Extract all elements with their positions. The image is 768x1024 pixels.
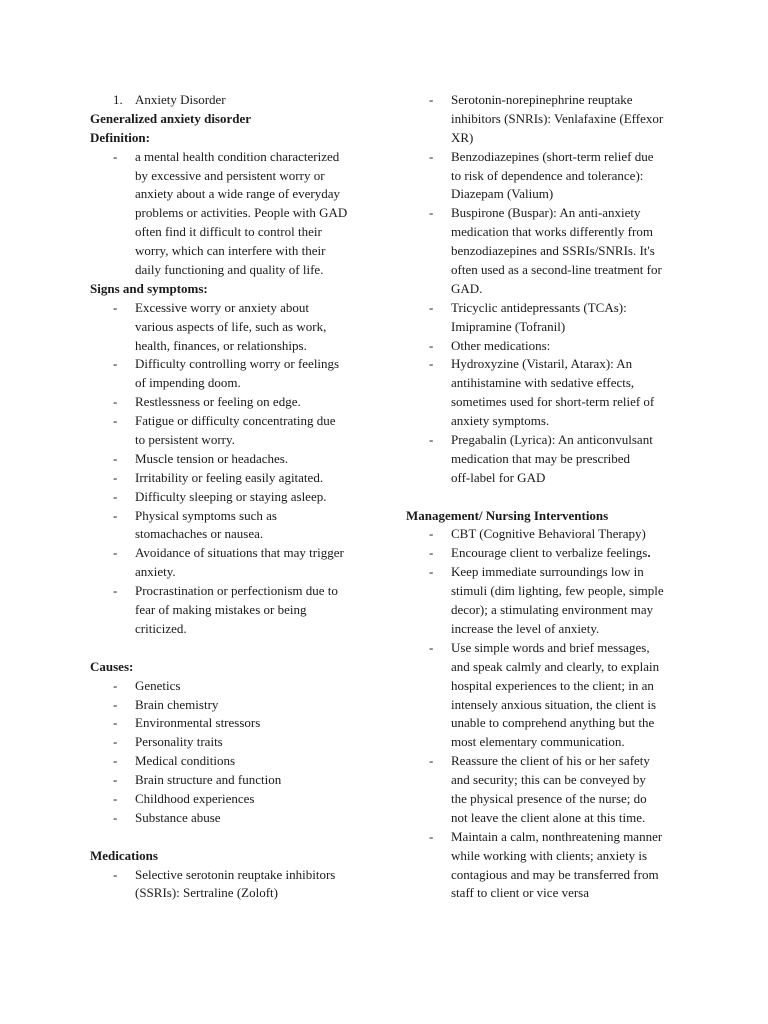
signs-list [90,299,390,639]
list-number: 1. [113,92,123,107]
dash-marker: - [113,790,118,806]
medication-item-text: GAD. [451,280,483,296]
cause-item [90,696,390,715]
intervention-item-line [451,696,686,715]
medication-item-line [451,280,686,299]
right-column [406,91,686,903]
spacer [406,488,686,507]
intervention-item-text: Use simple words and brief messages, [451,639,650,655]
spacer [90,639,390,658]
dash-marker: - [113,545,118,561]
symptom-item-line [135,563,390,582]
symptom-item-text: criticized. [135,620,187,636]
intervention-item-text: staff to client or vice versa [451,885,590,901]
intervention-item-text: CBT (Cognitive Behavioral Therapy) [451,526,646,542]
medication-item-text: Selective serotonin reuptake inhibitors [135,866,336,882]
intervention-item-line [451,601,686,620]
intervention-item-line [451,714,686,733]
medication-item-text: often used as a second-line treatment for [451,262,662,278]
intervention-item-text: stimuli (dim lighting, few people, simple [451,583,664,599]
dash-marker: - [113,715,118,731]
intervention-item-text: Keep immediate surroundings low in [451,564,644,580]
dash-marker: - [113,469,118,485]
cause-item-line [135,790,390,809]
definition-line: a mental health condition characterized [135,148,340,164]
dash-marker: - [429,639,434,655]
cause-item-text: Brain structure and function [135,772,282,788]
medication-item-line [451,337,686,356]
symptom-item-text: Restlessness or feeling on edge. [135,394,301,410]
dash-marker: - [113,413,118,429]
dash-marker: - [429,545,434,561]
dash-marker: - [113,772,118,788]
medication-item-text: Hydroxyzine (Vistaril, Atarax): An [451,356,633,372]
medication-item-text: benzodiazepines and SSRIs/SNRIs. It's [451,243,655,259]
medications-list-continued [406,91,686,488]
management-list [406,525,686,903]
definition-line: by excessive and persistent worry or [135,167,325,183]
symptom-item-line [135,601,390,620]
intervention-item-line [451,884,686,903]
dash-marker: - [113,809,118,825]
symptom-item-line [135,318,390,337]
intervention-item-text: Encourage client to verbalize feelings [451,545,648,561]
symptom-item [90,412,390,450]
cause-item-line [135,771,390,790]
medication-item-text: Serotonin-norepinephrine reuptake [451,92,633,107]
intervention-item [406,525,686,544]
cause-item-line [135,677,390,696]
numbered-item-1 [90,91,390,110]
cause-item-line [135,733,390,752]
dash-marker: - [429,356,434,372]
intervention-item-line [451,544,686,563]
dash-marker: - [113,394,118,410]
symptom-item-text: health, finances, or relationships. [135,337,307,353]
dash-marker: - [429,205,434,221]
medication-item-text: Imipramine (Tofranil) [451,318,566,334]
symptom-item-line [135,299,390,318]
intervention-item-text: unable to comprehend anything but the [451,715,655,731]
intervention-item-line [451,563,686,582]
dash-marker: - [113,734,118,750]
dash-marker: - [113,488,118,504]
medication-item-line [451,242,686,261]
symptom-item-line [135,374,390,393]
intervention-item [406,563,686,639]
symptom-item-line [135,582,390,601]
medication-item-line [451,393,686,412]
document-title: Generalized anxiety disorder [90,110,252,126]
symptom-item-line [135,431,390,450]
symptom-item-text: of impending doom. [135,375,241,391]
intervention-item-line [451,771,686,790]
intervention-item-text: decor); a stimulating environment may [451,602,654,618]
symptom-item-text: Difficulty sleeping or staying asleep. [135,488,327,504]
intervention-item-line [451,847,686,866]
dash-marker: - [429,753,434,769]
intervention-item-line [451,658,686,677]
medication-item-text: Benzodiazepines (short-term relief due [451,148,654,164]
medication-item-line [451,261,686,280]
intervention-item-text: hospital experiences to the client; in an [451,677,654,693]
dash-marker: - [113,583,118,599]
medication-item-text: anxiety symptoms. [451,413,550,429]
symptom-item-text: Physical symptoms such as [135,507,277,523]
intervention-item-line [451,639,686,658]
cause-item-text: Environmental stressors [135,715,261,731]
medication-item-line [451,223,686,242]
cause-item [90,790,390,809]
medication-item-line [451,299,686,318]
cause-item [90,677,390,696]
dash-marker: - [113,450,118,466]
cause-item [90,809,390,828]
medications-list [90,866,390,904]
symptom-item [90,450,390,469]
intervention-item-line [451,582,686,601]
symptom-item-line [135,620,390,639]
medication-item-line [135,866,390,885]
dash-marker: - [113,753,118,769]
intervention-item-line [451,828,686,847]
symptom-item-line [135,488,390,507]
symptom-item-text: Fatigue or difficulty concentrating due [135,413,336,429]
cause-item-text: Brain chemistry [135,696,219,712]
dash-marker: - [429,432,434,448]
symptom-item-text: Procrastination or perfectionism due to [135,583,338,599]
spacer [90,828,390,847]
symptom-item-line [135,450,390,469]
cause-item-text: Personality traits [135,734,223,750]
medication-item-line [451,450,686,469]
cause-item-line [135,809,390,828]
medication-item-text: off-label for GAD [451,469,546,485]
symptom-item-text: to persistent worry. [135,432,235,448]
dash-marker: - [429,337,434,353]
cause-item-text: Substance abuse [135,809,221,825]
dash-marker: - [429,92,434,107]
medication-item-line [451,167,686,186]
symptom-item-text: various aspects of life, such as work, [135,318,327,334]
medication-item-line [135,884,390,903]
medication-item-text: Buspirone (Buspar): An anti-anxiety [451,205,641,221]
medication-item-line [451,185,686,204]
medication-item [406,299,686,337]
symptom-item-text: Irritability or feeling easily agitated. [135,469,324,485]
symptom-item [90,299,390,356]
medication-item-line [451,469,686,488]
dash-marker: - [113,507,118,523]
left-column [90,91,390,903]
intervention-item [406,544,686,563]
management-heading: Management/ Nursing Interventions [406,507,609,523]
cause-item-text: Childhood experiences [135,790,255,806]
causes-list [90,677,390,828]
intervention-item-text: and security; this can be conveyed by [451,772,646,788]
symptom-item-text: fear of making mistakes or being [135,602,307,618]
medication-item-line [451,91,686,110]
intervention-item-line [451,620,686,639]
dash-marker: - [429,299,434,315]
medication-item-text: sometimes used for short-term relief of [451,394,655,410]
medication-item [90,866,390,904]
medication-item-line [451,355,686,374]
medication-item-line [451,318,686,337]
intervention-item-text: Reassure the client of his or her safety [451,753,650,769]
symptom-item-line [135,412,390,431]
symptom-item [90,582,390,639]
dash-marker: - [113,696,118,712]
intervention-item-line [451,790,686,809]
intervention-item [406,752,686,828]
intervention-item-text: intensely anxious situation, the client is [451,696,657,712]
intervention-item-text: most elementary communication. [451,734,625,750]
definition-line: worry, which can interfere with their [135,243,326,259]
definition-line: problems or activities. People with GAD [135,205,348,221]
dash-marker: - [113,356,118,372]
symptom-item [90,488,390,507]
intervention-item-line [451,733,686,752]
medication-item-text: XR) [451,129,474,145]
medication-item [406,355,686,431]
definition-line: often find it difficult to control their [135,224,322,240]
symptom-item [90,355,390,393]
symptom-item-text: stomachaches or nausea. [135,526,264,542]
medication-item-text: (SSRIs): Sertraline (Zoloft) [135,885,278,901]
symptom-item [90,544,390,582]
intervention-item-line [451,752,686,771]
medication-item [406,91,686,148]
medication-item-text: to risk of dependence and tolerance): [451,167,644,183]
medication-item-line [451,110,686,129]
signs-heading: Signs and symptoms: [90,280,208,296]
definition-line: daily functioning and quality of life. [135,262,324,278]
item-text: Anxiety Disorder [135,92,226,107]
cause-item-line [135,714,390,733]
symptom-item-line [135,337,390,356]
symptom-item-line [135,525,390,544]
symptom-item-line [135,507,390,526]
cause-item-text: Medical conditions [135,753,236,769]
symptom-item-line [135,355,390,374]
medication-item-line [451,204,686,223]
symptom-item-text: Muscle tension or headaches. [135,450,289,466]
cause-item [90,771,390,790]
medication-item-text: medication that works differently from [451,224,653,240]
dash-marker: - [113,866,118,882]
cause-item [90,733,390,752]
symptom-item-line [135,544,390,563]
medication-item-text: Tricyclic antidepressants (TCAs): [451,299,627,315]
definition-item [90,148,390,280]
medication-item-line [451,148,686,167]
intervention-item-line [451,866,686,885]
medication-item-line [451,374,686,393]
intervention-item-line [451,677,686,696]
intervention-item-text: contagious and may be transferred from [451,866,659,882]
intervention-item-line [451,525,686,544]
symptom-item [90,393,390,412]
cause-item-line [135,696,390,715]
medication-item-text: Other medications: [451,337,551,353]
medication-item [406,148,686,205]
medication-item-line [451,412,686,431]
intervention-item-text: not leave the client alone at this time. [451,809,646,825]
medication-item [406,204,686,298]
intervention-item [406,828,686,904]
dash-marker: - [113,299,118,315]
medication-item-text: Pregabalin (Lyrica): An anticonvulsant [451,432,653,448]
intervention-item-line [451,809,686,828]
intervention-item-text: the physical presence of the nurse; do [451,790,647,806]
symptom-item-line [135,469,390,488]
symptom-item-line [135,393,390,412]
cause-item-line [135,752,390,771]
cause-item [90,714,390,733]
symptom-item-text: anxiety. [135,564,176,580]
medication-item-text: Diazepam (Valium) [451,186,554,202]
intervention-item-text: increase the level of anxiety. [451,620,600,636]
dash-marker: - [429,564,434,580]
symptom-item [90,507,390,545]
cause-item [90,752,390,771]
definition-line: anxiety about a wide range of everyday [135,186,341,202]
symptom-item-text: Avoidance of situations that may trigger [135,545,344,561]
medication-item-text: antihistamine with sedative effects, [451,375,635,391]
intervention-item-text: Maintain a calm, nonthreatening manner [451,828,663,844]
dash-marker: - [429,526,434,542]
dash-marker: - [113,148,118,164]
dash-marker: - [429,148,434,164]
medication-item-text: inhibitors (SNRIs): Venlafaxine (Effexor [451,110,664,126]
medication-item [406,431,686,488]
medication-item-line [451,129,686,148]
causes-heading: Causes: [90,658,134,674]
intervention-item-text: while working with clients; anxiety is [451,847,648,863]
dash-marker: - [113,677,118,693]
medication-item-text: medication that may be prescribed [451,450,631,466]
definition-heading: Definition: [90,129,150,145]
dash-marker: - [429,828,434,844]
medications-heading: Medications [90,847,158,863]
intervention-item-text: and speak calmly and clearly, to explain [451,658,660,674]
symptom-item [90,469,390,488]
period-mark: . [647,545,651,561]
symptom-item-text: Difficulty controlling worry or feelings [135,356,340,372]
intervention-item [406,639,686,752]
medication-item [406,337,686,356]
cause-item-text: Genetics [135,677,181,693]
medication-item-line [451,431,686,450]
symptom-item-text: Excessive worry or anxiety about [135,299,310,315]
